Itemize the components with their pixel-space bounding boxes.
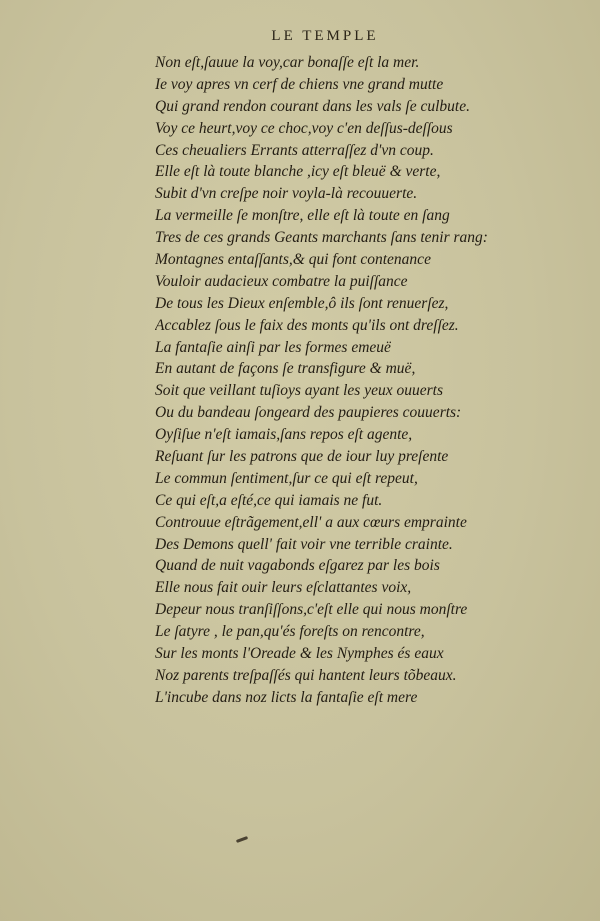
poem-verses: [155, 52, 575, 709]
verse-line: De tous les Dieux enſemble,ô ils ſont renuerſez,: [155, 294, 449, 312]
verse-line: Sur les monts l'Oreade & les Nymphes és eaux: [155, 645, 444, 663]
verse-line: Accablez ſous le faix des monts qu'ils ont dreſſez.: [155, 316, 459, 334]
verse-line: Non eſt,ſauue la voy,car bonaſſe eſt la mer.: [155, 54, 420, 71]
verse-line: Ces cheualiers Errants atterraſſez d'vn coup.: [155, 141, 434, 159]
verse-line: Vouloir audacieux combatre la puiſſance: [155, 272, 408, 290]
verse-line: Subit d'vn creſpe noir voyla-là recouuerte.: [155, 185, 418, 203]
verse-line: Soit que veillant tuſioys ayant les yeux ouuerts: [155, 382, 443, 400]
page-ornament: [236, 836, 248, 843]
verse-line: Depeur nous tranſiſſons,c'eſt elle qui nous monſtre: [155, 601, 468, 619]
verse-line: L'incube dans noz licts la fantaſie eſt mere: [155, 688, 418, 706]
verse-line: Oyſiſue n'eſt iamais,ſans repos eſt agente,: [155, 426, 413, 444]
verse-line: Ce qui eſt,a eſté,ce qui iamais ne fut.: [155, 491, 383, 509]
verse-line: Tres de ces grands Geants marchants ſans tenir rang:: [155, 229, 488, 247]
verse-line: Controuue eſtrãgement,ell' a aux cœurs emprainte: [155, 513, 467, 531]
verse-line: En autant de façons ſe transfigure & muë,: [155, 360, 416, 378]
verse-line: Quand de nuit vagabonds eſgarez par les bois: [155, 557, 440, 575]
verse-line: La fantaſie ainſi par les formes emeuë: [155, 338, 391, 356]
verse-line: La vermeille ſe monſtre, elle eſt là toute en ſang: [155, 207, 450, 225]
verse-line: Ie voy apres vn cerf de chiens vne grand mutte: [155, 75, 444, 93]
verse-line: Elle nous fait ouir leurs eſclattantes voix,: [155, 579, 412, 597]
verse-line: Le ſatyre , le pan,qu'és foreſts on rencontre,: [155, 623, 425, 641]
verse-line: Elle eſt là toute blanche ,icy eſt bleuë & verte,: [155, 163, 441, 181]
verse-line: Voy ce heurt,voy ce choc,voy c'en deſſus-deſſous: [155, 119, 453, 137]
verse-line: Reſuant ſur les patrons que de iour luy preſente: [155, 448, 449, 466]
verse-line: Montagnes entaſſants,& qui font contenance: [155, 251, 431, 269]
running-title: LE TEMPLE: [271, 28, 379, 44]
verse-line: Qui grand rendon courant dans les vals ſe culbute.: [155, 97, 470, 115]
verse-line: Des Demons quell' fait voir vne terrible crainte.: [155, 535, 453, 553]
verse-line: Le commun ſentiment,ſur ce qui eſt repeut,: [155, 469, 418, 487]
verse-line: Ou du bandeau ſongeard des paupieres couuerts:: [155, 404, 462, 422]
verse-line: Noz parents treſpaſſés qui hantent leurs tõbeaux.: [155, 666, 457, 684]
